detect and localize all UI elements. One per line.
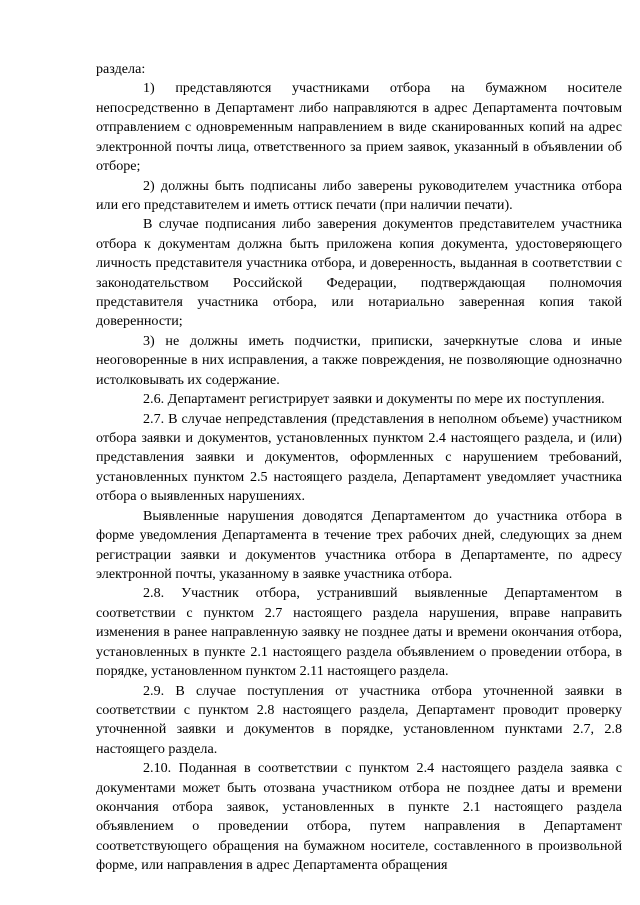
paragraph-clause-2-10: 2.10. Поданная в соответствии с пунктом 2.4 настоящего раздела заявка с документами может быть отозвана участником отбора не позднее даты и времени окончания отбора заявок, установленных в пункте 2.1 настоящего раздела объявлением о проведении отбора, путем направления в Департамент соответствующего обращения на бумажном носителе, составленного в произвольной форме, или направления в адрес Департамента обращения	[96, 760, 622, 874]
paragraph-item-2: 2) должны быть подписаны либо заверены руководителем участника отбора или его представителем и иметь оттиск печати (при наличии печати).	[96, 177, 622, 213]
paragraph-clause-2-8: 2.8. Участник отбора, устранивший выявленные Департаментом в соответствии с пунктом 2.7 настоящего раздела нарушения, вправе направить изменения в ранее направленную заявку не позднее даты и времени окончания отбора, установленных в пункте 2.1 настоящего раздела объявлением о проведении отбора, в порядке, установленном пунктом 2.11 настоящего раздела.	[96, 585, 622, 680]
paragraph-item-1: 1) представляются участниками отбора на бумажном носителе непосредственно в Департамент либо направляются в адрес Департамента почтовым отправлением с одновременным направлением в виде сканированных копий на адрес электронной почты лица, ответственного за прием заявок, указанный в объявлении об отборе;	[96, 80, 622, 175]
paragraph-item-3: 3) не должны иметь подчистки, приписки, зачеркнутые слова и иные неоговоренные в них исправления, а также повреждения, не позволяющие однозначно истолковывать их содержание.	[96, 332, 622, 388]
document-body	[96, 60, 622, 876]
paragraph-clause-2-9: 2.9. В случае поступления от участника отбора уточненной заявки в соответствии с пунктом 2.8 настоящего раздела, Департамент проводит проверку уточненной заявки и документов в порядке, установленном пунктами 2.7, 2.8 настоящего раздела.	[96, 682, 622, 757]
paragraph-representative-signing: В случае подписания либо заверения документов представителем участника отбора к документам должна быть приложена копия документа, удостоверяющего личность представителя участника отбора, и доверенность, выданная в соответствии с законодательством Российской Федерации, подтверждающая полномочия представителя участника отбора, или нотариально заверенная копия такой доверенности;	[96, 216, 622, 330]
paragraph-section-continuation: раздела:	[96, 61, 146, 77]
paragraph-clause-2-7: 2.7. В случае непредставления (представления в неполном объеме) участником отбора заявки и документов, установленных пунктом 2.4 настоящего раздела, и (или) представления заявки и документов, оформленных с нарушением требований, установленных пунктом 2.5 настоящего раздела, Департамент уведомляет участника отбора о выявленных нарушениях.	[96, 410, 622, 505]
paragraph-violations-notice: Выявленные нарушения доводятся Департаментом до участника отбора в форме уведомления Департамента в течение трех рабочих дней, следующих за днем регистрации заявки и документов участника отбора в Департаменте, по адресу электронной почты, указанному в заявке участника отбора.	[96, 507, 622, 582]
paragraph-clause-2-6: 2.6. Департамент регистрирует заявки и документы по мере их поступления.	[143, 391, 605, 408]
